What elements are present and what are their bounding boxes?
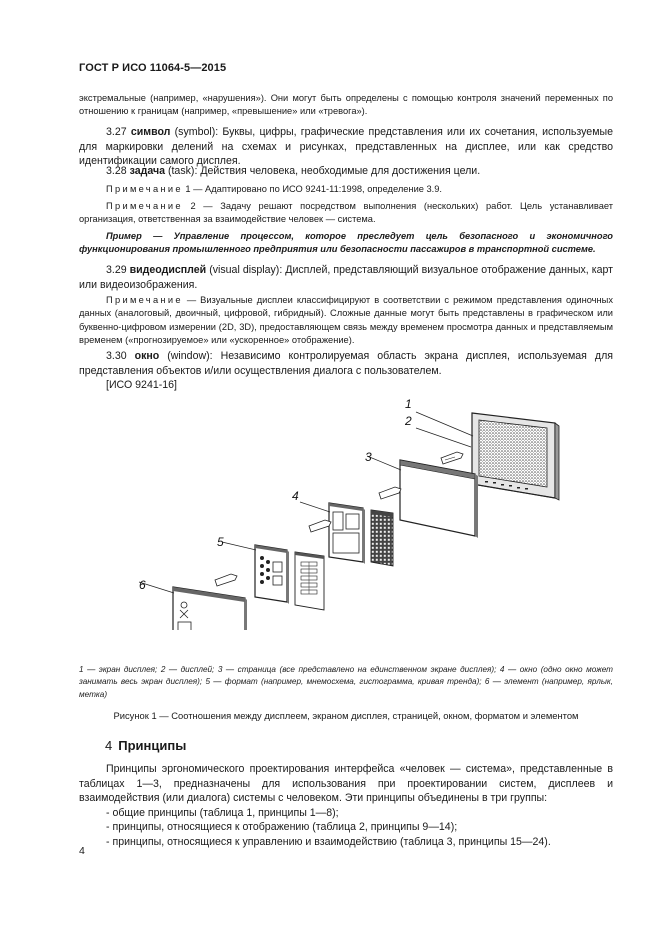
section-heading	[105, 738, 186, 753]
element-sheet-icon	[173, 587, 247, 630]
definition-reference: [ИСО 9241-16]	[106, 379, 177, 391]
figure-label-4: 4	[292, 489, 299, 503]
document-header: ГОСТ Р ИСО 11064-5—2015	[79, 62, 227, 74]
definition-3-29	[79, 263, 613, 292]
hand-pointer-icon	[441, 452, 463, 464]
definition-text: Независимо контролируемая область экрана дисплея, используемая для представления объектов и/или осуществления диалога с пользователем.	[79, 350, 613, 377]
definition-term: символ	[130, 126, 171, 138]
hand-pointer-icon	[309, 520, 331, 532]
figure-label-2: 2	[405, 414, 412, 428]
bar-list-panel-icon	[295, 552, 324, 610]
section-4-paragraph	[79, 762, 613, 850]
figure-label-1: 1	[405, 397, 412, 411]
page-number: 4	[79, 845, 85, 857]
grid-panel-icon	[371, 510, 393, 566]
note-text: 2 — Задачу решают посредством выполнения (нескольких) работ. Цель устанавливает организация, ответственная за взаимодействие человек — система.	[79, 201, 613, 225]
note-label: Примечание	[106, 201, 183, 211]
note-label: Примечание	[106, 184, 183, 194]
note-text: — Визуальные дисплеи классифицируют в соответствии с режимом представления одиночных данных (аналоговый, двоичный, цифровой, гибридный). Сложные данные могут быть представлены в графическом или буквенно-цифровом измерении (2D, 3D), предоставляющем связь между временем просмотра данных и представляемым временем («прогнозируемое» или «ускоренное» отображение).	[79, 295, 613, 346]
window-icon	[329, 503, 365, 564]
monitor-display-icon	[472, 413, 559, 500]
page-sheet-icon	[400, 460, 478, 538]
figure-title: Рисунок 1 — Соотношения между дисплеем, экраном дисплея, страницей, окном, форматом и элементом	[113, 710, 579, 721]
figure-1-illustration	[135, 390, 575, 630]
definition-text: Действия человека, необходимые для достижения цели.	[200, 165, 481, 177]
note-3-28-1	[79, 183, 613, 196]
section-4-text: Принципы эргономического проектирования интерфейса «человек — система», представленные в таблицах 1—3, предназначены для использования при проектировании систем, дисплеев и взаимодействия (или диалога) системы с человеком. Эти принципы объединены в три группы:	[79, 763, 613, 805]
list-item: - принципы, относящиеся к управлению и взаимодействию (таблица 3, принципы 15—24).	[106, 835, 551, 848]
definition-term: видеодисплей	[129, 264, 207, 276]
definition-english: (visual display):	[209, 264, 283, 276]
format-diagram-icon	[255, 545, 289, 604]
definition-text: Буквы, цифры, графические представления или их сочетания, используемые для маркировки делений на схемах и рисунках, представленных на дисплее, или как средство идентификации самого дисплея.	[79, 126, 613, 168]
definition-number: 3.30	[106, 350, 127, 362]
definition-3-30	[79, 349, 613, 378]
definition-3-28	[79, 164, 613, 179]
definition-number: 3.28	[106, 165, 127, 177]
note-label: Примечание	[106, 295, 183, 305]
definition-term: окно	[134, 350, 160, 362]
note-3-28-2	[79, 200, 613, 227]
definition-number: 3.27	[106, 126, 127, 138]
figure-legend: 1 — экран дисплея; 2 — дисплей; 3 — страница (все представлено на единственном экране дисплея); 4 — окно (одно окно может занимать весь экран дисплея); 5 — формат (например, мнемосхема, гистограмма, кривая тренда); 6 — элемент (например, ярлык, метка)	[79, 665, 613, 699]
note-3-29	[79, 294, 613, 348]
section-number: 4	[105, 738, 113, 753]
note-text: 1 — Адаптировано по ИСО 9241-11:1998, определение 3.9.	[185, 184, 443, 194]
list-item: - общие принципы (таблица 1, принципы 1—8);	[106, 806, 339, 819]
hand-pointer-icon	[379, 487, 401, 499]
figure-label-3: 3	[365, 450, 372, 464]
definition-term: задача	[129, 165, 165, 177]
definition-english: (window):	[167, 350, 213, 362]
figure-label-5: 5	[217, 535, 224, 549]
definition-english: (task):	[167, 165, 198, 177]
definition-english: (symbol):	[174, 126, 219, 138]
hand-pointer-icon	[215, 574, 237, 586]
intro-paragraph: экстремальные (например, «нарушения»). Они могут быть определены с помощью контроля значений переменных по отношению к границам (например, «превышение» или «тревога»).	[79, 93, 613, 117]
list-item: - принципы, относящиеся к отображению (таблица 2, принципы 9—14);	[106, 821, 458, 834]
definition-text: Дисплей, представляющий визуальное отображение данных, карт или видеоизображения.	[79, 264, 613, 291]
example-3-28: Пример — Управление процессом, которое преследует цель безопасного и экономичного функционирования промышленного предприятия или безопасности пассажиров в транспортной системе.	[79, 231, 613, 255]
definition-number: 3.29	[106, 264, 127, 276]
section-title: Принципы	[118, 738, 187, 753]
definition-3-27	[79, 125, 613, 169]
figure-label-6: 6	[139, 578, 146, 592]
